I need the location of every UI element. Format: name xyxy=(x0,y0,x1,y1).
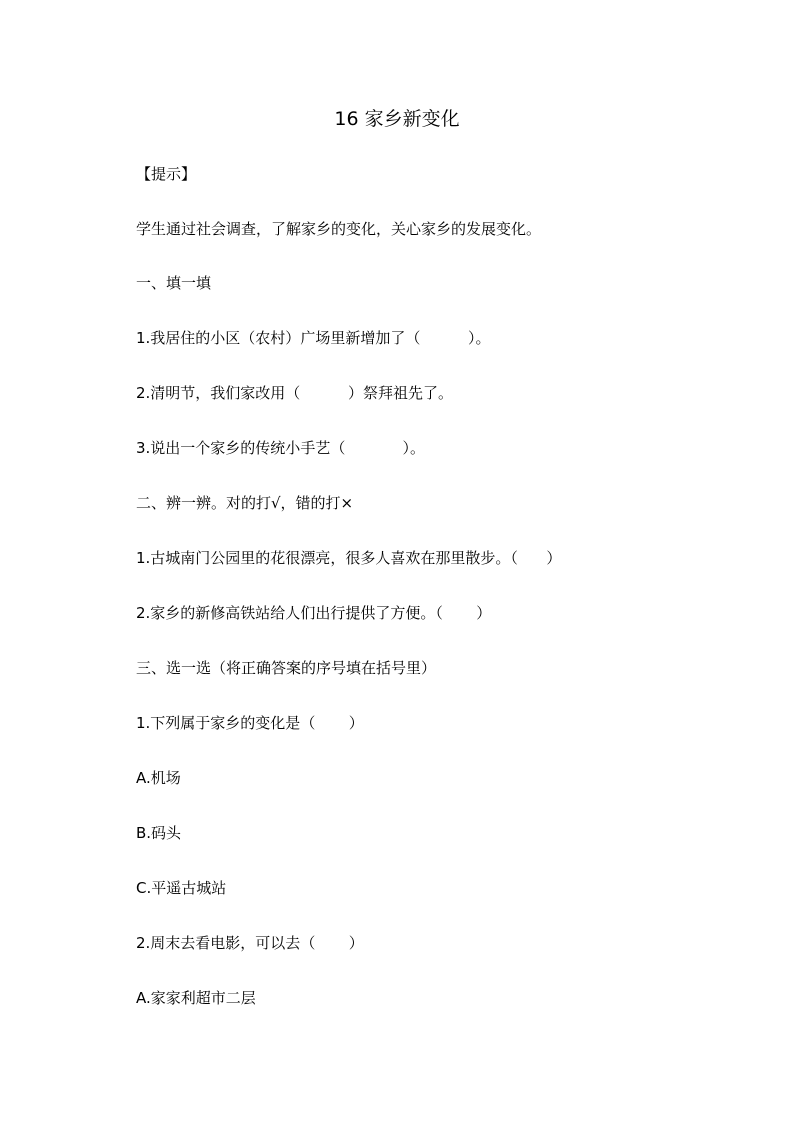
fill-question-1: 1.我居住的小区（农村）广场里新增加了（ ）。 xyxy=(136,329,491,347)
fill-question-2: 2.清明节，我们家改用（ ）祭拜祖先了。 xyxy=(136,384,453,402)
hint-text: 学生通过社会调查，了解家乡的变化，关心家乡的发展变化。 xyxy=(136,220,542,238)
choice-question-1: 1.下列属于家乡的变化是（ ） xyxy=(136,714,364,732)
choice-question-1-option-a: A.机场 xyxy=(136,769,181,787)
section-judge-heading: 二、辨一辨。对的打√，错的打× xyxy=(136,494,354,512)
choice-question-2: 2.周末去看电影，可以去（ ） xyxy=(136,934,364,952)
fill-question-3: 3.说出一个家乡的传统小手艺（ ）。 xyxy=(136,439,426,457)
choice-question-2-option-a: A.家家利超市二层 xyxy=(136,989,256,1007)
judge-question-1: 1.古城南门公园里的花很漂亮，很多人喜欢在那里散步。（ ） xyxy=(136,549,562,567)
choice-question-1-option-b: B.码头 xyxy=(136,824,182,842)
judge-question-2: 2.家乡的新修高铁站给人们出行提供了方便。（ ） xyxy=(136,604,492,622)
hint-heading: 【提示】 xyxy=(136,165,197,183)
section-fill-heading: 一、填一填 xyxy=(136,274,212,292)
choice-question-1-option-c: C.平遥古城站 xyxy=(136,879,227,897)
section-choice-heading: 三、选一选（将正确答案的序号填在括号里） xyxy=(136,659,437,677)
page-title: 16 家乡新变化 xyxy=(334,108,460,130)
